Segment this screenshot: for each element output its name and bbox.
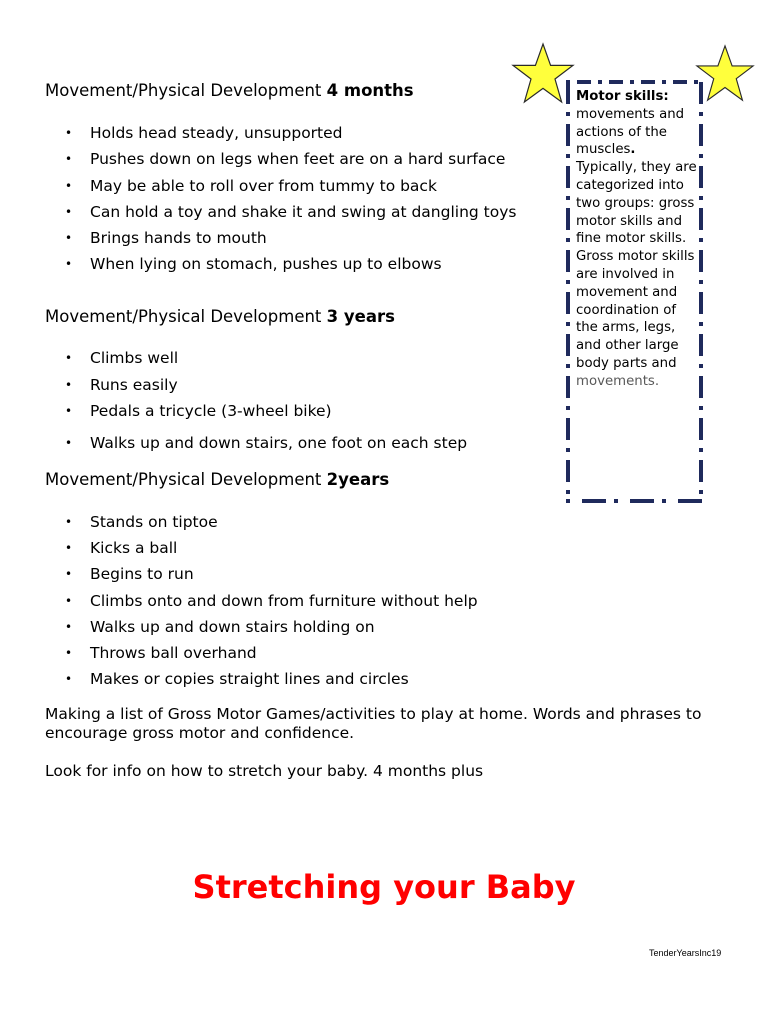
list-item: • Holds head steady, unsupported [45, 120, 516, 146]
motor-skills-definition [576, 88, 700, 391]
list-item: • Pushes down on legs when feet are on a hard surface [45, 146, 516, 172]
heading-bold-age: 3 years [326, 307, 395, 326]
list-3-years [45, 345, 467, 456]
list-4-months [45, 120, 516, 278]
definition-period: . [630, 142, 636, 158]
stretching-title: Stretching your Baby [192, 868, 576, 906]
list-item: • May be able to roll over from tummy to back [45, 173, 516, 199]
list-item: • Makes or copies straight lines and circles [45, 666, 478, 692]
section-heading-2-years [45, 470, 389, 489]
heading-prefix: Movement/Physical Development [45, 81, 327, 100]
section-heading-4-months [45, 81, 414, 100]
list-item: • Pedals a tricycle (3-wheel bike) [45, 398, 467, 425]
list-item: • Climbs well [45, 345, 467, 372]
list-item: • Kicks a ball [45, 535, 478, 561]
definition-gray-word: movements. [576, 373, 660, 389]
list-item: • Throws ball overhand [45, 640, 478, 666]
star-icon-right [695, 42, 755, 106]
heading-prefix: Movement/Physical Development [45, 307, 327, 326]
motor-skills-callout [560, 76, 710, 508]
section-heading-3-years [45, 307, 395, 326]
definition-part2: Typically, they are categorized into two groups: gross motor skills and fine motor skills. Gross motor skills are involved in movement and coordination of the arms, legs, and other large body parts and [576, 160, 697, 371]
star-icon-left [511, 42, 575, 106]
list-item: • Brings hands to mouth [45, 225, 516, 251]
footer-credit: TenderYearsInc19 [649, 948, 722, 958]
list-item: • When lying on stomach, pushes up to elbows [45, 251, 516, 277]
paragraph-games-list: Making a list of Gross Motor Games/activities to play at home. Words and phrases to encourage gross motor and confidence. [45, 705, 702, 742]
list-item: • Can hold a toy and shake it and swing at dangling toys [45, 199, 516, 225]
list-item: • Walks up and down stairs, one foot on each step [45, 430, 467, 457]
paragraph-stretch-info: Look for info on how to stretch your baby. 4 months plus [45, 762, 484, 780]
heading-bold-age: 4 months [326, 81, 414, 100]
list-2-years [45, 509, 478, 692]
term-motor-skills: Motor skills: [576, 89, 669, 104]
list-item: • Stands on tiptoe [45, 509, 478, 535]
heading-bold-age: 2years [326, 470, 390, 489]
definition-part1: movements and actions of the muscles [576, 106, 685, 158]
list-item: • Climbs onto and down from furniture without help [45, 588, 478, 614]
list-item: • Runs easily [45, 372, 467, 399]
list-item: • Begins to run [45, 561, 478, 587]
list-item: • Walks up and down stairs holding on [45, 614, 478, 640]
heading-prefix: Movement/Physical Development [45, 470, 327, 489]
